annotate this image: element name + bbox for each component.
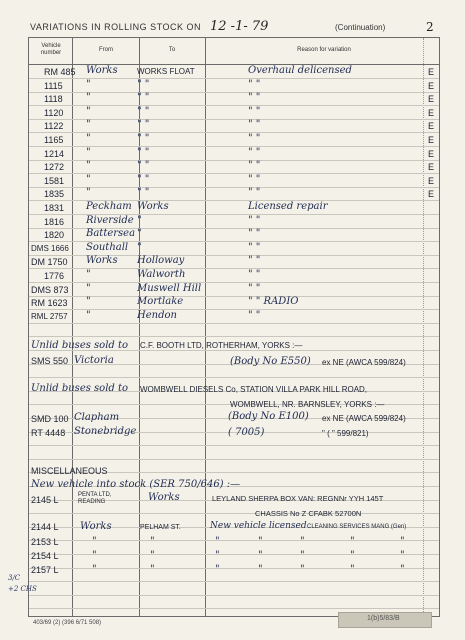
ditto-mark: ": [350, 536, 355, 547]
reason-value-caps: CLEANING SERVICES MANG (Gen): [307, 524, 407, 530]
from-value: ": [86, 119, 91, 131]
to-value: Muswell Hill: [137, 282, 202, 294]
from-value: ": [86, 282, 91, 294]
from-value: ": [86, 160, 91, 172]
reason-value: " " RADIO: [248, 296, 299, 308]
row-rule: [29, 459, 439, 460]
stock-code: E: [428, 175, 435, 186]
reason-value: " ": [248, 309, 261, 321]
reason-value: " ": [248, 241, 261, 253]
to-value: Works: [137, 201, 169, 212]
from-value: ": [86, 105, 91, 117]
vehicle-number: 1581: [44, 175, 65, 186]
reason-value: " ": [248, 92, 261, 104]
reason-value: " ": [248, 133, 261, 144]
vehicle-number: RM 1623: [31, 298, 68, 309]
to-value: " ": [137, 173, 150, 185]
row-rule: [29, 445, 439, 446]
reason-value: " ": [248, 105, 261, 117]
row-rule: [29, 595, 439, 596]
to-value: PELHAM ST.: [140, 524, 181, 531]
vehicle-number: 1120: [44, 107, 64, 118]
stock-code: E: [428, 94, 435, 105]
to-value: WORKS FLOAT: [137, 67, 195, 76]
to-value: Holloway: [137, 255, 185, 267]
to-value: " ": [137, 105, 150, 117]
reason-value: New vehicle licensed: [210, 521, 307, 531]
ditto-mark: ": [400, 564, 405, 575]
section1-heading-caps: C.F. BOOTH LTD, ROTHERHAM, YORKS :—: [140, 341, 303, 350]
vehicle-number: RM 485: [44, 67, 76, 77]
from-value: Works: [86, 255, 118, 267]
from-value: ": [86, 173, 91, 185]
ditto-mark: ": [350, 564, 355, 575]
from-value: ": [86, 133, 91, 144]
to-value: " ": [137, 187, 150, 199]
reason-value: " ": [248, 160, 261, 172]
vehicle-number: 1122: [44, 121, 64, 132]
ditto-mark: ": [350, 550, 355, 561]
margin-note-ref: 3/C: [8, 574, 21, 582]
ditto-mark: ": [400, 536, 405, 547]
col-header-vehicle: Vehicle number: [40, 43, 62, 56]
to-value: Mortlake: [137, 296, 184, 308]
from-value: ": [86, 187, 91, 199]
from-value: Victoria: [74, 355, 114, 366]
reason-value: " ": [248, 119, 261, 131]
ditto-mark: ": [92, 564, 97, 575]
reason-value-caps: ex NE (AWCA 599/824): [322, 358, 406, 367]
stock-code: E: [428, 189, 435, 200]
vehicle-number: 1820: [44, 230, 65, 241]
reason-value: ( 7005): [228, 427, 265, 438]
from-value: Southall: [86, 241, 129, 253]
vehicle-number: DMS 873: [31, 284, 69, 295]
reason-value: " ": [248, 146, 261, 158]
archive-stamp: [338, 612, 432, 628]
reason-value-line2: CHASSIS No Z CFABK 52700N: [255, 509, 362, 518]
reason-value: " ": [248, 255, 261, 267]
vehicle-number: RML 2757: [31, 311, 68, 321]
ditto-mark: ": [215, 550, 220, 561]
row-rule: [29, 608, 439, 609]
page-title: VARIATIONS IN ROLLING STOCK ON: [30, 22, 202, 32]
to-value: " ": [137, 133, 150, 144]
vehicle-number: 1115: [44, 80, 63, 91]
to-value: ": [137, 214, 142, 226]
vehicle-number: SMS 550: [31, 356, 69, 366]
stock-code: E: [428, 162, 435, 173]
to-value: " ": [137, 160, 150, 172]
ditto-mark: ": [150, 550, 155, 561]
from-value: Battersea: [86, 228, 136, 240]
from-value: Stonebridge: [74, 426, 137, 437]
reason-value: (Body No E100): [228, 411, 309, 422]
section1-heading: Unlid buses sold to: [31, 340, 129, 351]
reason-value-caps: " ( " 599/821): [322, 429, 369, 438]
col-header-to: To: [168, 47, 176, 53]
reason-value: " ": [248, 228, 261, 240]
stock-code: E: [428, 107, 435, 118]
vehicle-number: 2157 L: [31, 565, 59, 575]
vehicle-number: 1214: [44, 148, 65, 159]
row-rule: [29, 568, 439, 569]
stock-code: E: [428, 135, 435, 145]
reason-value: " ": [248, 173, 261, 185]
ditto-mark: ": [400, 550, 405, 561]
vehicle-number: 1831: [44, 203, 65, 213]
vehicle-number: 2144 L: [31, 522, 59, 532]
ditto-mark: ": [300, 564, 305, 575]
col-header-reason: Reason for variation: [297, 47, 351, 53]
from-value: Peckham: [86, 201, 132, 212]
stock-code: E: [428, 80, 435, 91]
from-value: Works: [80, 521, 112, 532]
ditto-mark: ": [258, 536, 263, 547]
reason-value: " ": [248, 269, 261, 280]
to-value: ": [137, 228, 142, 240]
section2-heading-caps-line2: WOMBWELL, NR. BARNSLEY, YORKS :—: [230, 400, 385, 409]
ditto-mark: ": [300, 536, 305, 547]
vehicle-number: 2154 L: [31, 551, 59, 561]
report-date: 12 -1- 79: [210, 19, 269, 34]
vehicle-number: DMS 1666: [31, 243, 69, 253]
misc-heading: MISCELLANEOUS: [31, 466, 108, 476]
ditto-mark: ": [92, 536, 97, 547]
margin-note-chs: +2 CHS: [8, 585, 37, 593]
ditto-mark: ": [258, 550, 263, 561]
vehicle-number: 1272: [44, 162, 65, 173]
ditto-mark: ": [215, 536, 220, 547]
row-rule: [29, 513, 439, 514]
col-header-from: From: [99, 47, 113, 53]
from-value: ": [86, 92, 91, 104]
from-value: ": [86, 309, 91, 321]
reason-value: " ": [248, 78, 261, 90]
section2-heading: Unlid buses sold to: [31, 383, 129, 394]
row-rule: [29, 336, 439, 337]
stock-code: E: [428, 148, 435, 159]
new-stock-note: New vehicle into stock (SER 750/646) :—: [31, 479, 241, 490]
ditto-mark: ": [92, 550, 97, 561]
reason-value: Overhaul delicensed: [248, 65, 352, 76]
ditto-mark: ": [215, 564, 220, 575]
ditto-mark: ": [150, 536, 155, 547]
vehicle-number: 1165: [44, 135, 64, 145]
to-value: " ": [137, 92, 150, 104]
from-value: ": [86, 146, 91, 158]
reason-value: (Body No E550): [230, 356, 311, 367]
col-divider: [72, 38, 73, 616]
reason-value-caps: ex NE (AWCA 599/824): [322, 414, 406, 423]
stock-code: E: [428, 121, 435, 132]
from-value: Clapham: [74, 412, 120, 423]
to-value: ": [137, 241, 142, 253]
page-number: 2: [426, 20, 434, 34]
vehicle-number: 1776: [44, 271, 65, 281]
col-divider: [423, 38, 424, 616]
reason-value: " ": [248, 187, 261, 199]
section2-heading-caps: WOMBWELL DIESELS Co, STATION VILLA PARK HILL ROAD,: [140, 385, 368, 394]
from-value: PENTA LTD, READING: [78, 492, 112, 505]
from-value: ": [86, 78, 91, 90]
reason-value: " ": [248, 214, 261, 226]
vehicle-number: SMD 100: [31, 414, 69, 424]
to-value: Walworth: [137, 269, 186, 280]
from-value: ": [86, 296, 91, 308]
vehicle-number: 2145 L: [31, 495, 59, 505]
vehicle-number: 2153 L: [31, 537, 59, 547]
form-reference: 403/69 (2) (396 6/71 508): [33, 620, 102, 626]
to-value: Hendon: [137, 309, 177, 321]
to-value: " ": [137, 119, 150, 131]
row-rule: [29, 554, 439, 555]
from-value: Riverside: [86, 214, 134, 226]
ditto-mark: ": [300, 550, 305, 561]
from-value: Works: [86, 65, 118, 76]
col-divider: [205, 38, 206, 616]
table-header: [29, 38, 439, 65]
from-value: ": [86, 269, 91, 280]
reason-value: Licensed repair: [248, 201, 328, 212]
vehicle-number: 1816: [44, 216, 65, 227]
ditto-mark: ": [258, 564, 263, 575]
archive-stamp-text: 1(b)5/83/B: [367, 615, 400, 622]
vehicle-number: DM 1750: [31, 257, 68, 268]
stock-code: E: [428, 67, 435, 77]
row-rule: [29, 581, 439, 582]
continuation-label: (Continuation): [335, 23, 386, 32]
to-value: " ": [137, 78, 150, 90]
row-rule: [29, 377, 439, 378]
vehicle-number: RT 4448: [31, 428, 66, 438]
row-rule: [29, 540, 439, 541]
to-value: Works: [148, 492, 180, 503]
vehicle-number: 1835: [44, 189, 65, 200]
vehicle-number: 1118: [44, 94, 63, 105]
to-value: " ": [137, 146, 150, 158]
reason-value-line1: LEYLAND SHERPA BOX VAN: REGNNr YYH 145T: [212, 494, 384, 503]
row-rule: [29, 323, 439, 324]
ditto-mark: ": [150, 564, 155, 575]
reason-value: " ": [248, 282, 261, 294]
